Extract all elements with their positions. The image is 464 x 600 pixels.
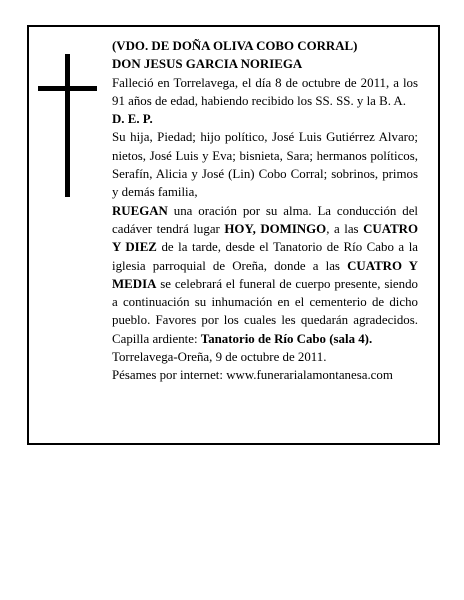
- place-date: Torrelavega-Oreña, 9 de octubre de 2011.: [112, 350, 327, 365]
- widow-line: (VDO. DE DOÑA OLIVA COBO CORRAL): [112, 39, 358, 53]
- tanatorio: Tanatorio de Río Cabo (sala 4).: [200, 331, 373, 346]
- dep-line: D. E. P.: [112, 112, 153, 127]
- cuatro-y-diez: CUATRO Y DIEZ: [112, 221, 419, 255]
- death-info: Falleció en Torrelavega, el día 8 de octubre de 2011, a los 91 años de edad, habiendo recibido los SS. SS. y la B. A.: [112, 75, 418, 108]
- ruegan-word: RUEGAN: [112, 203, 168, 218]
- funeral-text-2: , a las: [326, 221, 364, 236]
- cross-icon-vertical: [65, 54, 70, 197]
- hoy-domingo: HOY, DOMINGO: [224, 221, 327, 236]
- cuatro-y-media: CUATRO Y MEDIA: [112, 258, 418, 291]
- funeral-text-4: se celebrará el funeral de cuerpo presente, siendo a continuación su inhumación en el cementerio de dicho pueblo. Favores por los cuales les quedarán agradecidos. Capilla ardiente:: [112, 276, 418, 346]
- internet-condolences: Pésames por internet: www.funerarialamontanesa.com: [112, 368, 393, 383]
- funeral-details: [112, 202, 418, 348]
- obituary-text: [112, 37, 418, 385]
- funeral-text-1: una oración por su alma. La conducción del cadáver tendrá lugar: [112, 203, 418, 236]
- deceased-name: DON JESUS GARCIA NORIEGA: [112, 57, 303, 72]
- family-list: Su hija, Piedad; hijo político, José Luis Gutiérrez Alvaro; nietos, José Luis y Eva; bisnieta, Sara; hermanos políticos, Serafín, Alicia y José (Lin) Cobo Corral; sobrinos, primos y demás familia,: [112, 130, 418, 200]
- cross-icon-horizontal: [38, 86, 97, 91]
- funeral-text-3: de la tarde, desde el Tanatorio de Río Cabo a la iglesia parroquial de Oreña, donde a las: [112, 240, 419, 273]
